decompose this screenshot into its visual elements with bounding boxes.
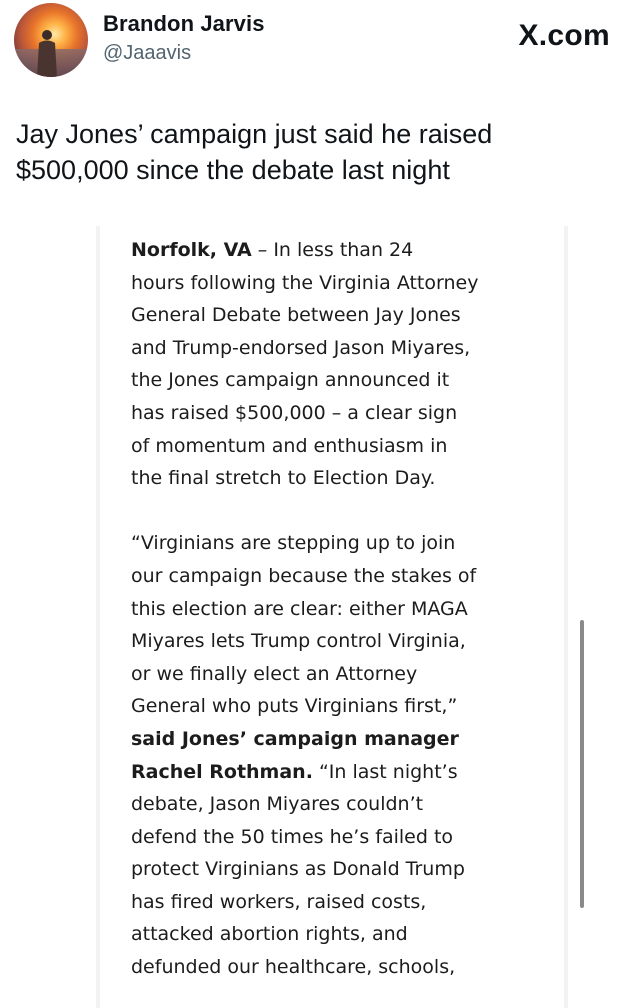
press-release-line-bold: said Jones’ campaign manager	[131, 727, 459, 750]
user-handle[interactable]: @Jaaavis	[103, 42, 192, 64]
press-release-line: defend the 50 times he’s failed to	[131, 825, 454, 848]
dateline-rest: – In less than 24	[251, 239, 414, 261]
press-release-line: Miyares lets Trump control Virginia,	[131, 630, 466, 653]
press-release-line: hours following the Virginia Attorney	[131, 271, 479, 294]
tweet-text-line: Jay Jones’ campaign just said he raised	[16, 119, 493, 149]
avatar-person-silhouette	[36, 29, 58, 77]
press-release-line: defunded our healthcare, schools,	[131, 956, 456, 979]
press-release-line: the final stretch to Election Day.	[131, 467, 436, 490]
scrollbar[interactable]	[580, 620, 584, 908]
press-release-line: attacked abortion rights, and	[131, 923, 408, 946]
manager-name: Rachel Rothman.	[131, 760, 313, 783]
paragraph-gap	[131, 495, 551, 528]
dateline: Norfolk, VA	[131, 239, 252, 261]
press-release-line	[131, 234, 551, 267]
press-release-line: General Debate between Jay Jones	[131, 304, 461, 327]
press-release-line: this election are clear: either MAGA	[131, 597, 468, 620]
press-release-line: our campaign because the stakes of	[131, 564, 477, 587]
press-release-line: has raised $500,000 – a clear sign	[131, 401, 458, 424]
press-release-line: “Virginians are stepping up to join	[131, 532, 456, 555]
press-release-line: General who puts Virginians first,”	[131, 695, 458, 718]
display-name[interactable]: Brandon Jarvis	[103, 11, 265, 36]
press-release-line: the Jones campaign announced it	[131, 369, 450, 392]
site-logo: X.com	[518, 19, 610, 52]
press-release-line: protect Virginians as Donald Trump	[131, 858, 465, 881]
tweet-header	[0, 0, 640, 90]
tweet-text	[16, 116, 616, 188]
press-release-line: of momentum and enthusiasm in	[131, 434, 448, 457]
press-release-line	[131, 756, 551, 789]
avatar[interactable]	[14, 3, 88, 77]
press-release-line: debate, Jason Miyares couldn’t	[131, 793, 424, 816]
press-release-line: and Trump-endorsed Jason Miyares,	[131, 336, 471, 359]
press-release-line: or we finally elect an Attorney	[131, 662, 418, 685]
tweet-text-line: $500,000 since the debate last night	[16, 155, 450, 185]
quote-start: “In last night’s	[312, 760, 458, 783]
press-release-line: has fired workers, raised costs,	[131, 890, 427, 913]
press-release-text	[131, 234, 551, 984]
